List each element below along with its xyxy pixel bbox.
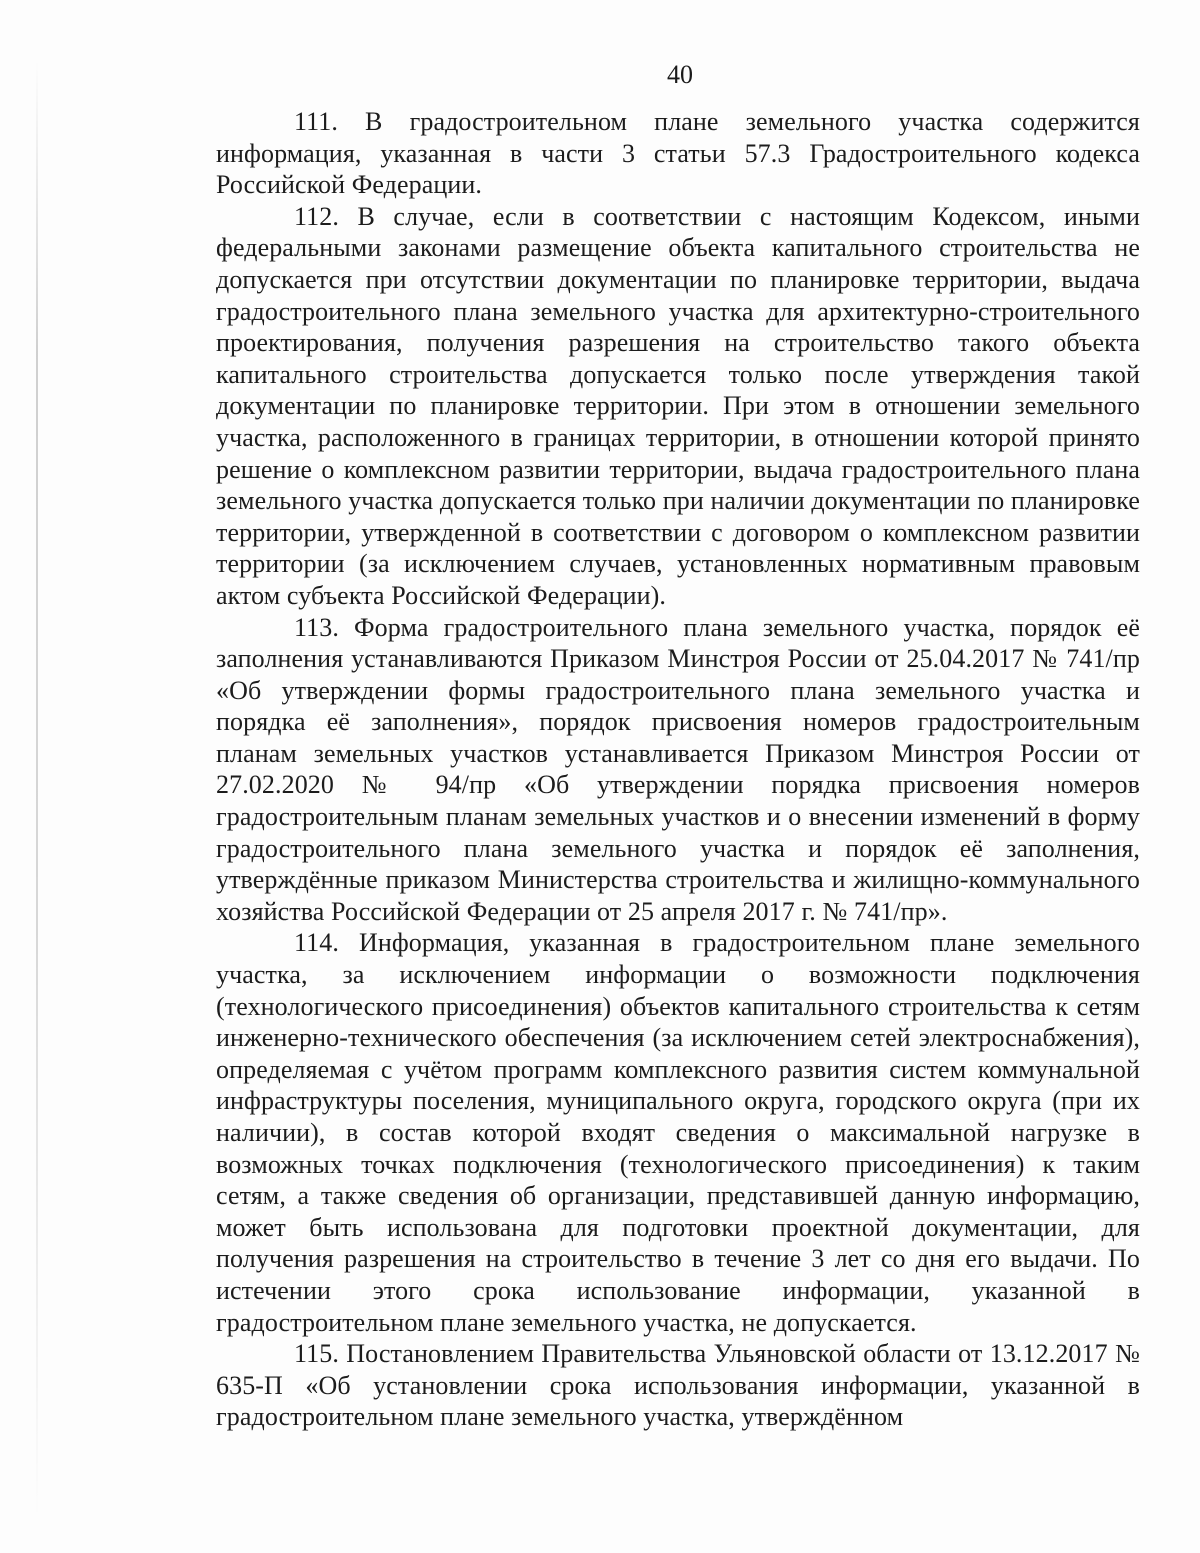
page-number: 40 bbox=[667, 60, 693, 89]
paragraph-112: 112. В случае, если в соответствии с настоящим Кодексом, иными федеральными законами размещение объекта капитального строительства не допускается при отсутствии документации по планировке территории, выдача градостроительного плана земельного участка для архитектурно-строительного проектирования, получения разрешения на строительство такого объекта капитального строительства допускается только после утверждения такой документации по планировке территории. При этом в отношении земельного участка, расположенного в границах территории, в отношении которой принято решение о комплексном развитии территории, выдача градостроительного плана земельного участка допускается только при наличии документации по планировке территории, утвержденной в соответствии с договором о комплексном развитии территории (за исключением случаев, установленных нормативным правовым актом субъекта Российской Федерации). bbox=[216, 201, 1140, 610]
paragraph-115: 115. Постановлением Правительства Ульяновской области от 13.12.2017 № 635-П «Об установлении срока использования информации, указанной в градостроительном плане земельного участка, утверждённом bbox=[216, 1339, 1140, 1432]
scan-margin-line bbox=[36, 60, 38, 1520]
paragraph-114: 114. Информация, указанная в градостроительном плане земельного участка, за исключением информации о возможности подключения (технологического присоединения) объектов капитального строительства к сетям инженерно-технического обеспечения (за исключением сетей электроснабжения), определяемая с учётом программ комплексного развития систем коммунальной инфраструктуры поселения, муниципального округа, городского округа (при их наличии), в состав которой входят сведения о максимальной нагрузке в возможных точках подключения (технологического присоединения) к таким сетям, а также сведения об организации, представившей данную информацию, может быть использована для подготовки проектной документации, для получения разрешения на строительство в течение 3 лет со дня его выдачи. По истечении этого срока использование информации, указанной в градостроительном плане земельного участка, не допускается. bbox=[216, 928, 1140, 1337]
document-body bbox=[216, 106, 1140, 1433]
paragraph-113: 113. Форма градостроительного плана земельного участка, порядок её заполнения устанавливаются Приказом Минстроя России от 25.04.2017 № 741/пр «Об утверждении формы градостроительного плана земельного участка и порядка её заполнения», порядок присвоения номеров градостроительным планам земельных участков устанавливается Приказом Минстроя России от 27.02.2020 № 94/пр «Об утверждении порядка присвоения номеров градостроительным планам земельных участков и о внесении изменений в форму градостроительного плана земельного участка и порядок её заполнения, утверждённые приказом Министерства строительства и жилищно-коммунального хозяйства Российской Федерации от 25 апреля 2017 г. № 741/пр». bbox=[216, 612, 1140, 926]
paragraph-111: 111. В градостроительном плане земельного участка содержится информация, указанная в части 3 статьи 57.3 Градостроительного кодекса Российской Федерации. bbox=[216, 107, 1140, 200]
